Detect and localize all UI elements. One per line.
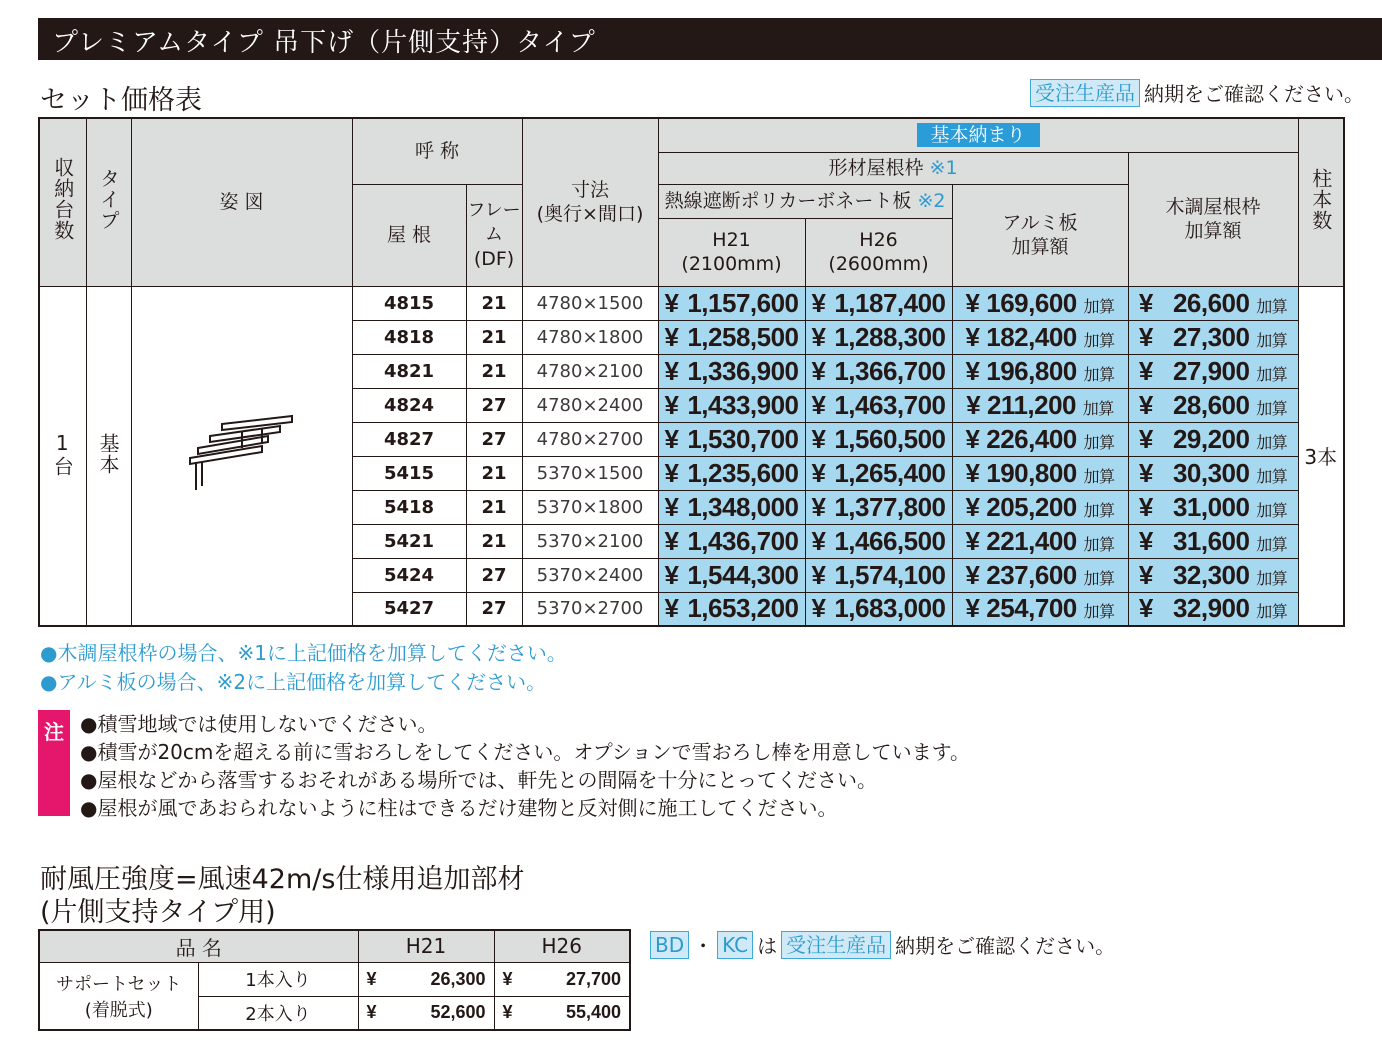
price-h21: ¥ 1,433,900 — [658, 388, 805, 422]
price-h21: ¥ 1,157,600 — [658, 286, 805, 320]
header-frame: フレーム (DF) — [466, 184, 522, 286]
set-price-table — [38, 117, 1345, 627]
header-name: 呼 称 — [352, 118, 522, 184]
roof-code: 4821 — [352, 354, 466, 388]
header-pillars: 柱本数 — [1298, 118, 1344, 286]
caution-item: ●屋根などから落雪するおそれがある場所では、軒先との間隔を十分にとってください。 — [80, 768, 878, 792]
price-h21: ¥ 1,235,600 — [658, 456, 805, 490]
caution-item: ●積雪地域では使用しないでください。 — [80, 712, 438, 736]
dimensions: 4780×2400 — [522, 388, 658, 422]
roof-code: 5421 — [352, 524, 466, 558]
wood-add-price: ¥ 27,900 加算 — [1128, 354, 1298, 388]
page-banner — [38, 18, 1382, 60]
wind-qty: 1本入り — [198, 962, 358, 996]
wind-col-name: 品 名 — [39, 930, 358, 962]
header-figure: 姿 図 — [131, 118, 352, 286]
price-h26: ¥ 1,377,800 — [805, 490, 952, 524]
wind-price-h26: ¥ 27,700 — [494, 962, 630, 996]
dimensions: 5370×2400 — [522, 558, 658, 592]
caution-item: ●屋根が風であおられないように柱はできるだけ建物と反対側に施工してください。 — [80, 796, 838, 820]
header-wood-roof: 木調屋根枠 加算額 — [1128, 152, 1298, 286]
frame-code: 21 — [466, 354, 522, 388]
wood-add-price: ¥ 31,000 加算 — [1128, 490, 1298, 524]
price-h26: ¥ 1,560,500 — [805, 422, 952, 456]
price-h26: ¥ 1,366,700 — [805, 354, 952, 388]
dimensions: 4780×1500 — [522, 286, 658, 320]
price-h26: ¥ 1,466,500 — [805, 524, 952, 558]
price-h26: ¥ 1,463,700 — [805, 388, 952, 422]
roof-code: 5424 — [352, 558, 466, 592]
alumi-add-price: ¥ 254,700 加算 — [952, 592, 1128, 626]
roof-code: 4824 — [352, 388, 466, 422]
roof-code: 5427 — [352, 592, 466, 626]
wind-qty: 2本入り — [198, 996, 358, 1030]
alumi-add-price: ¥ 196,800 加算 — [952, 354, 1128, 388]
header-h21: H21 (2100mm) — [658, 218, 805, 286]
color-bd-tag: BD — [650, 931, 689, 959]
frame-code: 27 — [466, 592, 522, 626]
price-h21: ¥ 1,348,000 — [658, 490, 805, 524]
header-roof: 屋 根 — [352, 184, 466, 286]
made-to-order-tag: 受注生産品 — [781, 931, 891, 959]
set-price-heading: セット価格表 — [40, 85, 202, 116]
wood-add-price: ¥ 27,300 加算 — [1128, 320, 1298, 354]
alumi-add-price: ¥ 182,400 加算 — [952, 320, 1128, 354]
wood-add-price: ¥ 32,900 加算 — [1128, 592, 1298, 626]
alumi-add-price: ¥ 169,600 加算 — [952, 286, 1128, 320]
wood-add-price: ¥ 28,600 加算 — [1128, 388, 1298, 422]
frame-code: 21 — [466, 524, 522, 558]
alumi-add-price: ¥ 211,200 加算 — [952, 388, 1128, 422]
alumi-add-price: ¥ 205,200 加算 — [952, 490, 1128, 524]
frame-code: 27 — [466, 558, 522, 592]
separator-dot: ・ — [693, 934, 714, 958]
delivery-note — [1030, 78, 1364, 107]
pillar-count-cell: 3本 — [1298, 286, 1344, 626]
caution-badge: 注 — [38, 710, 70, 816]
wind-subheading: (片側支持タイプ用) — [40, 897, 276, 928]
alumi-add-price: ¥ 237,600 加算 — [952, 558, 1128, 592]
wind-col-h21: H21 — [358, 930, 494, 962]
wind-product-name: サポートセット (着脱式) — [39, 962, 198, 1030]
price-h26: ¥ 1,288,300 — [805, 320, 952, 354]
dimensions: 5370×2100 — [522, 524, 658, 558]
header-polycarbonate: 熱線遮断ポリカーボネート板 ※2 — [658, 184, 952, 218]
wind-price-h21: ¥ 26,300 — [358, 962, 494, 996]
price-row — [39, 286, 1344, 320]
wind-price-h21: ¥ 52,600 — [358, 996, 494, 1030]
header-storage: 収納台数 — [39, 118, 86, 286]
roof-code: 4818 — [352, 320, 466, 354]
type-cell: 基本 — [86, 286, 131, 626]
frame-code: 21 — [466, 490, 522, 524]
banner-title: プレミアムタイプ 吊下げ（片側支持）タイプ — [52, 28, 596, 58]
frame-code: 27 — [466, 422, 522, 456]
delivery-note-text: 納期をご確認ください。 — [1144, 82, 1364, 106]
frame-code: 27 — [466, 388, 522, 422]
price-h26: ¥ 1,683,000 — [805, 592, 952, 626]
delivery-note-text: 納期をご確認ください。 — [895, 934, 1116, 958]
header-type: タイプ — [86, 118, 131, 286]
header-h26: H26 (2600mm) — [805, 218, 952, 286]
figure-cell — [131, 286, 352, 626]
price-h26: ¥ 1,574,100 — [805, 558, 952, 592]
wind-parts-table — [38, 929, 631, 1031]
header-alumi: アルミ板 加算額 — [952, 184, 1128, 286]
roof-code: 5418 — [352, 490, 466, 524]
frame-code: 21 — [466, 320, 522, 354]
price-h21: ¥ 1,258,500 — [658, 320, 805, 354]
roof-code: 4827 — [352, 422, 466, 456]
dimensions: 5370×2700 — [522, 592, 658, 626]
alumi-add-price: ¥ 226,400 加算 — [952, 422, 1128, 456]
frame-code: 21 — [466, 456, 522, 490]
price-h26: ¥ 1,187,400 — [805, 286, 952, 320]
wood-add-price: ¥ 30,300 加算 — [1128, 456, 1298, 490]
price-h21: ¥ 1,544,300 — [658, 558, 805, 592]
ha-text: は — [757, 934, 778, 958]
wood-add-price: ¥ 26,600 加算 — [1128, 286, 1298, 320]
carport-figure — [182, 414, 302, 494]
header-basic: 基本納まり — [658, 118, 1298, 152]
price-h21: ¥ 1,336,900 — [658, 354, 805, 388]
price-h21: ¥ 1,530,700 — [658, 422, 805, 456]
blue-note-alumi: ●アルミ板の場合、※2に上記価格を加算してください。 — [40, 670, 547, 694]
price-h21: ¥ 1,653,200 — [658, 592, 805, 626]
wood-add-price: ¥ 29,200 加算 — [1128, 422, 1298, 456]
roof-code: 5415 — [352, 456, 466, 490]
alumi-add-price: ¥ 190,800 加算 — [952, 456, 1128, 490]
wood-add-price: ¥ 31,600 加算 — [1128, 524, 1298, 558]
storage-count-cell: 1台 — [39, 286, 86, 626]
price-h21: ¥ 1,436,700 — [658, 524, 805, 558]
wind-col-h26: H26 — [494, 930, 630, 962]
alumi-add-price: ¥ 221,400 加算 — [952, 524, 1128, 558]
wind-heading: 耐風圧強度=風速42m/s仕様用追加部材 — [40, 864, 525, 895]
frame-code: 21 — [466, 286, 522, 320]
blue-note-wood: ●木調屋根枠の場合、※1に上記価格を加算してください。 — [40, 641, 567, 665]
color-order-note — [650, 930, 1115, 959]
price-h26: ¥ 1,265,400 — [805, 456, 952, 490]
made-to-order-tag: 受注生産品 — [1030, 79, 1140, 107]
wind-price-h26: ¥ 55,400 — [494, 996, 630, 1030]
dimensions: 4780×1800 — [522, 320, 658, 354]
dimensions: 4780×2700 — [522, 422, 658, 456]
header-dimensions: 寸法 (奥行×間口) — [522, 118, 658, 286]
wood-add-price: ¥ 32,300 加算 — [1128, 558, 1298, 592]
roof-code: 4815 — [352, 286, 466, 320]
header-shape-roof: 形材屋根枠 ※1 — [658, 152, 1128, 184]
color-kc-tag: KC — [717, 931, 753, 959]
dimensions: 4780×2100 — [522, 354, 658, 388]
caution-item: ●積雪が20cmを超える前に雪おろしをしてください。オプションで雪おろし棒を用意しています。 — [80, 740, 970, 764]
dimensions: 5370×1500 — [522, 456, 658, 490]
dimensions: 5370×1800 — [522, 490, 658, 524]
